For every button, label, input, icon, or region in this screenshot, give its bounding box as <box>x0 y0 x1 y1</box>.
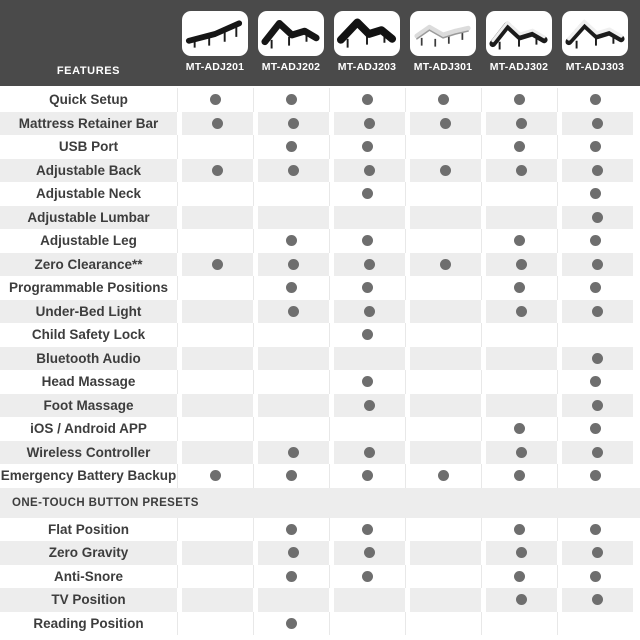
feature-row <box>0 612 640 636</box>
bed-product-image-card <box>258 11 324 56</box>
cell-mt-adj303 <box>557 112 633 136</box>
cell-mt-adj201 <box>177 323 253 347</box>
feature-included-dot-icon <box>440 259 451 270</box>
feature-included-dot-icon <box>362 94 373 105</box>
feature-name-label: Adjustable Leg <box>40 233 137 249</box>
preset-rows-group <box>0 518 640 636</box>
bed-product-image-card <box>562 11 628 56</box>
cell-mt-adj202 <box>253 441 329 465</box>
bed-dark-adjustable-2-icon <box>336 13 398 55</box>
cell-mt-adj202 <box>253 206 329 230</box>
feature-included-dot-icon <box>590 235 601 246</box>
feature-name-label: Emergency Battery Backup <box>0 468 177 484</box>
feature-included-dot-icon <box>590 141 601 152</box>
cell-mt-adj301 <box>405 206 481 230</box>
cell-mt-adj202 <box>253 464 329 488</box>
feature-row <box>0 300 640 324</box>
feature-row <box>0 276 640 300</box>
cell-mt-adj202 <box>253 588 329 612</box>
feature-name-label: Zero Gravity <box>48 545 129 561</box>
cell-mt-adj203 <box>329 441 405 465</box>
cell-mt-adj202 <box>253 300 329 324</box>
model-column-header-mt-adj302 <box>481 0 557 86</box>
feature-row <box>0 464 640 488</box>
feature-name-label: USB Port <box>58 139 119 155</box>
cell-mt-adj301 <box>405 112 481 136</box>
feature-included-dot-icon <box>592 118 603 129</box>
feature-included-dot-icon <box>286 470 297 481</box>
model-column-header-mt-adj203 <box>329 0 405 86</box>
model-column-header-mt-adj303 <box>557 0 633 86</box>
cell-mt-adj303 <box>557 565 633 589</box>
feature-included-dot-icon <box>362 235 373 246</box>
feature-included-dot-icon <box>210 470 221 481</box>
cell-mt-adj302 <box>481 229 557 253</box>
cell-mt-adj303 <box>557 323 633 347</box>
feature-row <box>0 518 640 542</box>
bed-product-image-card <box>334 11 400 56</box>
feature-included-dot-icon <box>286 618 297 629</box>
cell-mt-adj202 <box>253 612 329 636</box>
cell-mt-adj202 <box>253 253 329 277</box>
cell-mt-adj301 <box>405 229 481 253</box>
feature-included-dot-icon <box>440 165 451 176</box>
cell-mt-adj202 <box>253 541 329 565</box>
feature-included-dot-icon <box>592 447 603 458</box>
cell-mt-adj203 <box>329 229 405 253</box>
cell-mt-adj302 <box>481 206 557 230</box>
feature-name-label: Foot Massage <box>43 397 134 413</box>
cell-mt-adj203 <box>329 417 405 441</box>
feature-included-dot-icon <box>288 259 299 270</box>
feature-included-dot-icon <box>438 470 449 481</box>
cell-mt-adj303 <box>557 300 633 324</box>
cell-mt-adj203 <box>329 464 405 488</box>
model-name-label: MT-ADJ301 <box>413 61 473 73</box>
cell-mt-adj202 <box>253 518 329 542</box>
feature-row <box>0 541 640 565</box>
feature-included-dot-icon <box>288 118 299 129</box>
feature-included-dot-icon <box>592 212 603 223</box>
feature-included-dot-icon <box>362 188 373 199</box>
feature-included-dot-icon <box>362 524 373 535</box>
feature-name-label: Head Massage <box>41 374 136 390</box>
cell-mt-adj201 <box>177 300 253 324</box>
feature-included-dot-icon <box>592 165 603 176</box>
cell-mt-adj201 <box>177 253 253 277</box>
bed-dark-adjustable-icon <box>260 13 322 55</box>
cell-mt-adj203 <box>329 206 405 230</box>
cell-mt-adj303 <box>557 253 633 277</box>
cell-mt-adj301 <box>405 612 481 636</box>
feature-row <box>0 323 640 347</box>
feature-rows-group <box>0 88 640 488</box>
cell-mt-adj303 <box>557 135 633 159</box>
model-column-header-mt-adj201 <box>177 0 253 86</box>
bed-two-tone-adjustable-icon <box>488 13 550 55</box>
feature-name-label: Anti-Snore <box>54 568 123 584</box>
feature-included-dot-icon <box>590 188 601 199</box>
cell-mt-adj301 <box>405 370 481 394</box>
feature-name-label: Reading Position <box>33 615 144 631</box>
cell-mt-adj303 <box>557 441 633 465</box>
cell-mt-adj202 <box>253 182 329 206</box>
feature-name-label: Mattress Retainer Bar <box>18 115 159 131</box>
cell-mt-adj201 <box>177 88 253 112</box>
feature-row <box>0 135 640 159</box>
feature-included-dot-icon <box>362 141 373 152</box>
cell-mt-adj203 <box>329 518 405 542</box>
cell-mt-adj203 <box>329 276 405 300</box>
feature-included-dot-icon <box>590 94 601 105</box>
feature-row <box>0 441 640 465</box>
feature-included-dot-icon <box>364 400 375 411</box>
feature-name-label: TV Position <box>51 592 126 608</box>
cell-mt-adj202 <box>253 565 329 589</box>
cell-mt-adj203 <box>329 347 405 371</box>
cell-mt-adj302 <box>481 370 557 394</box>
header-grid <box>0 0 640 86</box>
cell-mt-adj201 <box>177 464 253 488</box>
feature-included-dot-icon <box>286 282 297 293</box>
cell-mt-adj203 <box>329 394 405 418</box>
cell-mt-adj303 <box>557 518 633 542</box>
comparison-rows <box>0 88 640 635</box>
bed-product-image-card <box>410 11 476 56</box>
feature-included-dot-icon <box>364 306 375 317</box>
feature-row <box>0 417 640 441</box>
cell-mt-adj302 <box>481 253 557 277</box>
cell-mt-adj201 <box>177 159 253 183</box>
cell-mt-adj202 <box>253 135 329 159</box>
cell-mt-adj201 <box>177 276 253 300</box>
feature-included-dot-icon <box>212 259 223 270</box>
feature-included-dot-icon <box>286 571 297 582</box>
cell-mt-adj301 <box>405 347 481 371</box>
feature-included-dot-icon <box>286 524 297 535</box>
feature-row <box>0 370 640 394</box>
cell-mt-adj201 <box>177 394 253 418</box>
feature-included-dot-icon <box>592 353 603 364</box>
feature-included-dot-icon <box>590 524 601 535</box>
cell-mt-adj302 <box>481 464 557 488</box>
feature-included-dot-icon <box>592 547 603 558</box>
cell-mt-adj301 <box>405 464 481 488</box>
bed-dark-flat-icon <box>184 13 246 55</box>
cell-mt-adj203 <box>329 541 405 565</box>
cell-mt-adj203 <box>329 135 405 159</box>
cell-mt-adj301 <box>405 417 481 441</box>
cell-mt-adj302 <box>481 394 557 418</box>
feature-included-dot-icon <box>286 141 297 152</box>
feature-included-dot-icon <box>592 259 603 270</box>
feature-included-dot-icon <box>288 547 299 558</box>
feature-name-label: Flat Position <box>48 521 129 537</box>
cell-mt-adj202 <box>253 159 329 183</box>
feature-name-label: Zero Clearance** <box>34 256 143 272</box>
cell-mt-adj301 <box>405 441 481 465</box>
feature-included-dot-icon <box>516 118 527 129</box>
cell-mt-adj201 <box>177 541 253 565</box>
cell-mt-adj302 <box>481 112 557 136</box>
feature-included-dot-icon <box>364 118 375 129</box>
cell-mt-adj201 <box>177 229 253 253</box>
cell-mt-adj303 <box>557 206 633 230</box>
cell-mt-adj301 <box>405 518 481 542</box>
cell-mt-adj301 <box>405 300 481 324</box>
model-name-label: MT-ADJ202 <box>261 61 321 73</box>
cell-mt-adj201 <box>177 182 253 206</box>
feature-name-label: iOS / Android APP <box>30 421 147 437</box>
cell-mt-adj303 <box>557 159 633 183</box>
cell-mt-adj203 <box>329 159 405 183</box>
table-header <box>0 0 640 86</box>
cell-mt-adj302 <box>481 541 557 565</box>
feature-name-label: Under-Bed Light <box>35 303 142 319</box>
feature-included-dot-icon <box>516 165 527 176</box>
cell-mt-adj302 <box>481 88 557 112</box>
cell-mt-adj301 <box>405 588 481 612</box>
cell-mt-adj203 <box>329 370 405 394</box>
feature-included-dot-icon <box>362 282 373 293</box>
feature-included-dot-icon <box>364 259 375 270</box>
feature-included-dot-icon <box>592 594 603 605</box>
cell-mt-adj301 <box>405 323 481 347</box>
cell-mt-adj201 <box>177 417 253 441</box>
cell-mt-adj302 <box>481 159 557 183</box>
cell-mt-adj203 <box>329 612 405 636</box>
cell-mt-adj302 <box>481 417 557 441</box>
feature-included-dot-icon <box>288 165 299 176</box>
cell-mt-adj303 <box>557 347 633 371</box>
bed-light-flat-icon <box>412 13 474 55</box>
model-name-label: MT-ADJ302 <box>489 61 549 73</box>
bed-product-image-card <box>182 11 248 56</box>
cell-mt-adj302 <box>481 565 557 589</box>
cell-mt-adj202 <box>253 347 329 371</box>
feature-name-label: Adjustable Back <box>35 162 142 178</box>
feature-included-dot-icon <box>514 141 525 152</box>
cell-mt-adj301 <box>405 541 481 565</box>
cell-mt-adj303 <box>557 464 633 488</box>
model-name-label: MT-ADJ203 <box>337 61 397 73</box>
cell-mt-adj203 <box>329 565 405 589</box>
feature-included-dot-icon <box>438 94 449 105</box>
cell-mt-adj201 <box>177 370 253 394</box>
feature-included-dot-icon <box>514 235 525 246</box>
feature-included-dot-icon <box>590 376 601 387</box>
feature-included-dot-icon <box>592 400 603 411</box>
cell-mt-adj202 <box>253 276 329 300</box>
feature-included-dot-icon <box>364 447 375 458</box>
feature-row <box>0 347 640 371</box>
feature-included-dot-icon <box>362 376 373 387</box>
features-column-header: FEATURES <box>56 65 121 77</box>
feature-row <box>0 112 640 136</box>
feature-row <box>0 394 640 418</box>
cell-mt-adj201 <box>177 588 253 612</box>
feature-included-dot-icon <box>516 594 527 605</box>
feature-name-label: Quick Setup <box>49 92 128 108</box>
cell-mt-adj201 <box>177 206 253 230</box>
cell-mt-adj201 <box>177 612 253 636</box>
cell-mt-adj203 <box>329 88 405 112</box>
feature-included-dot-icon <box>514 282 525 293</box>
cell-mt-adj303 <box>557 229 633 253</box>
bed-product-image-card <box>486 11 552 56</box>
cell-mt-adj201 <box>177 347 253 371</box>
cell-mt-adj201 <box>177 112 253 136</box>
cell-mt-adj301 <box>405 88 481 112</box>
cell-mt-adj201 <box>177 565 253 589</box>
feature-row <box>0 206 640 230</box>
feature-included-dot-icon <box>362 470 373 481</box>
cell-mt-adj202 <box>253 417 329 441</box>
cell-mt-adj302 <box>481 518 557 542</box>
bed-two-tone-adjustable-2-icon <box>564 13 626 55</box>
cell-mt-adj303 <box>557 394 633 418</box>
cell-mt-adj303 <box>557 88 633 112</box>
model-column-header-mt-adj202 <box>253 0 329 86</box>
feature-name-label: Adjustable Neck <box>35 186 142 202</box>
feature-row <box>0 159 640 183</box>
feature-included-dot-icon <box>364 547 375 558</box>
feature-included-dot-icon <box>286 94 297 105</box>
cell-mt-adj203 <box>329 323 405 347</box>
cell-mt-adj203 <box>329 588 405 612</box>
cell-mt-adj303 <box>557 541 633 565</box>
cell-mt-adj201 <box>177 441 253 465</box>
cell-mt-adj302 <box>481 612 557 636</box>
feature-row <box>0 253 640 277</box>
cell-mt-adj301 <box>405 253 481 277</box>
feature-included-dot-icon <box>590 282 601 293</box>
feature-included-dot-icon <box>516 259 527 270</box>
feature-name-label: Wireless Controller <box>26 444 151 460</box>
feature-name-label: Child Safety Lock <box>31 327 146 343</box>
cell-mt-adj301 <box>405 182 481 206</box>
feature-row <box>0 588 640 612</box>
cell-mt-adj302 <box>481 347 557 371</box>
cell-mt-adj202 <box>253 88 329 112</box>
cell-mt-adj202 <box>253 112 329 136</box>
feature-row <box>0 88 640 112</box>
feature-included-dot-icon <box>362 571 373 582</box>
cell-mt-adj203 <box>329 300 405 324</box>
cell-mt-adj201 <box>177 135 253 159</box>
one-touch-presets-section-header: ONE-TOUCH BUTTON PRESETS <box>0 488 640 518</box>
cell-mt-adj301 <box>405 135 481 159</box>
feature-included-dot-icon <box>514 470 525 481</box>
cell-mt-adj302 <box>481 588 557 612</box>
feature-included-dot-icon <box>514 423 525 434</box>
cell-mt-adj301 <box>405 565 481 589</box>
cell-mt-adj303 <box>557 588 633 612</box>
feature-included-dot-icon <box>516 306 527 317</box>
feature-included-dot-icon <box>288 447 299 458</box>
cell-mt-adj303 <box>557 370 633 394</box>
feature-included-dot-icon <box>514 524 525 535</box>
feature-included-dot-icon <box>362 329 373 340</box>
feature-included-dot-icon <box>288 306 299 317</box>
cell-mt-adj303 <box>557 276 633 300</box>
feature-included-dot-icon <box>514 571 525 582</box>
feature-included-dot-icon <box>440 118 451 129</box>
cell-mt-adj303 <box>557 612 633 636</box>
feature-included-dot-icon <box>364 165 375 176</box>
cell-mt-adj301 <box>405 276 481 300</box>
feature-included-dot-icon <box>590 470 601 481</box>
cell-mt-adj202 <box>253 370 329 394</box>
feature-row <box>0 229 640 253</box>
model-column-header-mt-adj301 <box>405 0 481 86</box>
cell-mt-adj203 <box>329 182 405 206</box>
cell-mt-adj203 <box>329 253 405 277</box>
feature-included-dot-icon <box>592 306 603 317</box>
cell-mt-adj301 <box>405 394 481 418</box>
cell-mt-adj302 <box>481 135 557 159</box>
cell-mt-adj201 <box>177 518 253 542</box>
feature-row <box>0 565 640 589</box>
cell-mt-adj202 <box>253 323 329 347</box>
cell-mt-adj302 <box>481 323 557 347</box>
feature-name-label: Adjustable Lumbar <box>27 209 150 225</box>
cell-mt-adj203 <box>329 112 405 136</box>
cell-mt-adj302 <box>481 182 557 206</box>
cell-mt-adj303 <box>557 182 633 206</box>
feature-name-label: Bluetooth Audio <box>36 350 141 366</box>
cell-mt-adj303 <box>557 417 633 441</box>
feature-included-dot-icon <box>514 94 525 105</box>
cell-mt-adj202 <box>253 229 329 253</box>
model-name-label: MT-ADJ303 <box>565 61 625 73</box>
cell-mt-adj302 <box>481 300 557 324</box>
feature-included-dot-icon <box>516 447 527 458</box>
feature-row <box>0 182 640 206</box>
feature-included-dot-icon <box>590 423 601 434</box>
cell-mt-adj301 <box>405 159 481 183</box>
feature-included-dot-icon <box>590 571 601 582</box>
cell-mt-adj302 <box>481 276 557 300</box>
feature-included-dot-icon <box>286 235 297 246</box>
cell-mt-adj202 <box>253 394 329 418</box>
feature-included-dot-icon <box>516 547 527 558</box>
feature-included-dot-icon <box>210 94 221 105</box>
feature-included-dot-icon <box>212 118 223 129</box>
model-name-label: MT-ADJ201 <box>185 61 245 73</box>
feature-name-label: Programmable Positions <box>8 280 169 296</box>
feature-included-dot-icon <box>212 165 223 176</box>
cell-mt-adj302 <box>481 441 557 465</box>
